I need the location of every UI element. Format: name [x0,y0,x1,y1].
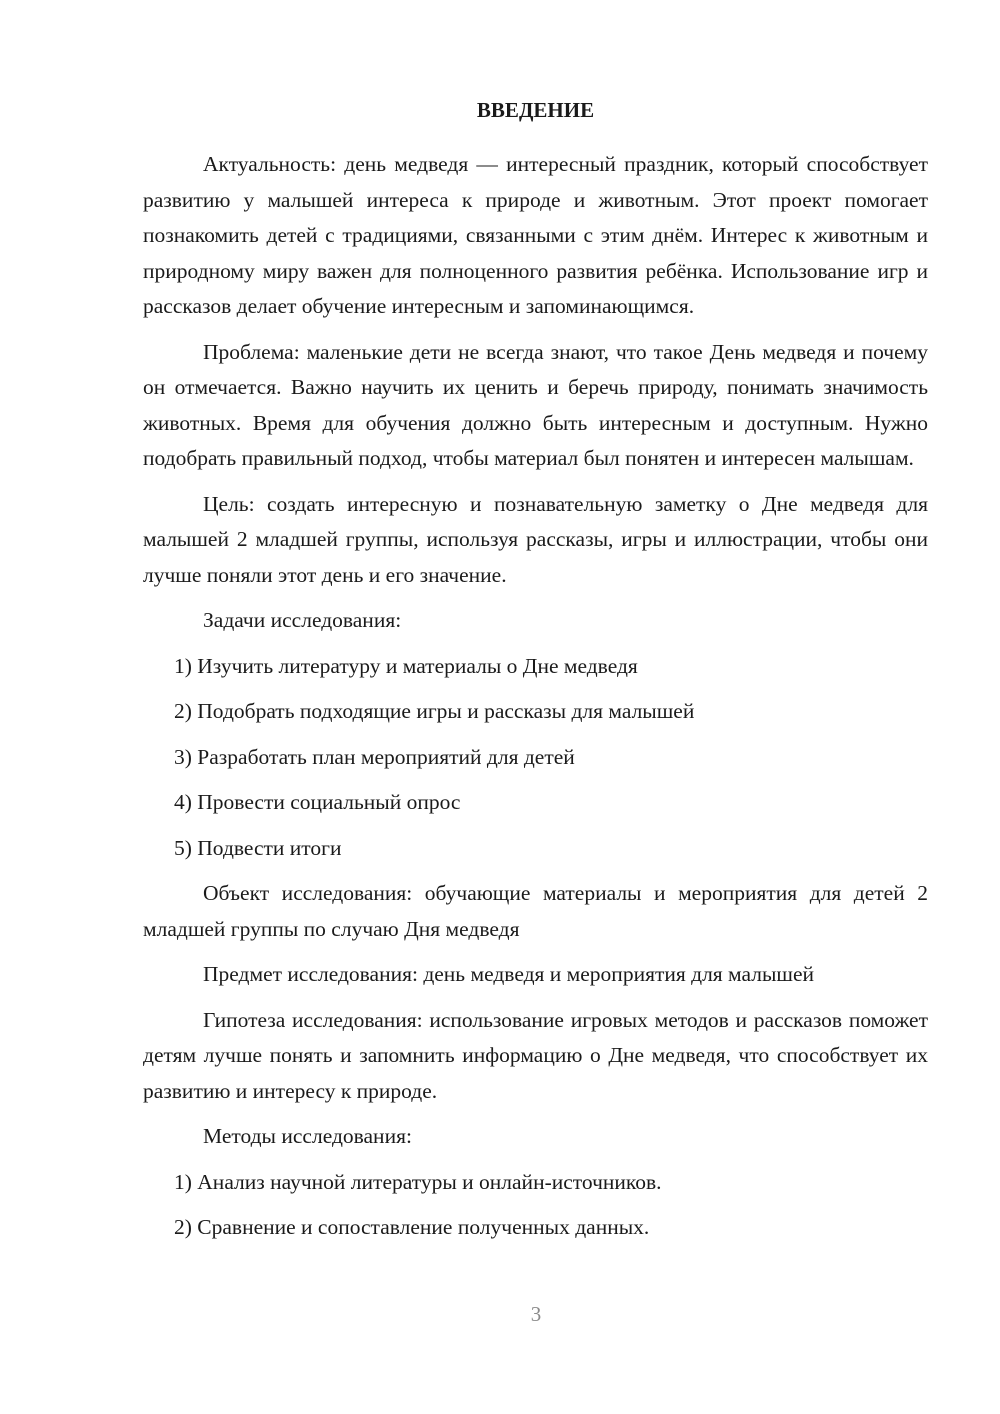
object-paragraph: Объект исследования: обучающие материалы и мероприятия для детей 2 младшей группы по случаю Дня медведя [143,881,928,941]
goal-paragraph: Цель: создать интересную и познавательную заметку о Дне медведя для малышей 2 младшей группы, используя рассказы, игры и иллюстрации, чтобы они лучше поняли этот день и его значение. [143,491,928,587]
task-item: 1) Изучить литературу и материалы о Дне медведя [174,653,638,678]
method-item: 1) Анализ научной литературы и онлайн-источников. [174,1169,662,1194]
method-item: 2) Сравнение и сопоставление полученных данных. [174,1215,650,1239]
tasks-list [143,649,928,867]
page-content [143,92,928,1256]
task-item: 2) Подобрать подходящие игры и рассказы для малышей [174,699,695,723]
relevance-paragraph: Актуальность: день медведя — интересный праздник, который способствует развитию у малышей интереса к природе и животным. Этот проект помогает познакомить детей с традициями, связанными с этим днём. Интерес к животным и природному миру важен для полноценного развития ребёнка. Использование игр и рассказов делает обучение интересным и запоминающимся. [143,152,928,318]
section-title: ВВЕДЕНИЕ [476,98,595,122]
subject-paragraph: Предмет исследования: день медведя и мероприятия для малышей [203,962,815,986]
hypothesis-paragraph: Гипотеза исследования: использование игровых методов и рассказов поможет детям лучше понять и запомнить информацию о Дне медведя, что способствует их развитию и интересу к природе. [143,1007,928,1103]
task-item: 4) Провести социальный опрос [174,790,461,814]
page-number: 3 [530,1302,542,1326]
methods-list [143,1165,928,1246]
methods-heading: Методы исследования: [203,1124,412,1148]
problem-paragraph: Проблема: маленькие дети не всегда знают, что такое День медведя и почему он отмечается. Важно научить их ценить и беречь природу, понимать значимость животных. Время для обучения должно быть интересным и доступным. Нужно подобрать правильный подход, чтобы материал был понятен и интересен малышам. [143,339,928,470]
task-item: 3) Разработать план мероприятий для детей [174,744,575,769]
tasks-heading: Задачи исследования: [203,608,402,632]
task-item: 5) Подвести итоги [174,835,342,860]
